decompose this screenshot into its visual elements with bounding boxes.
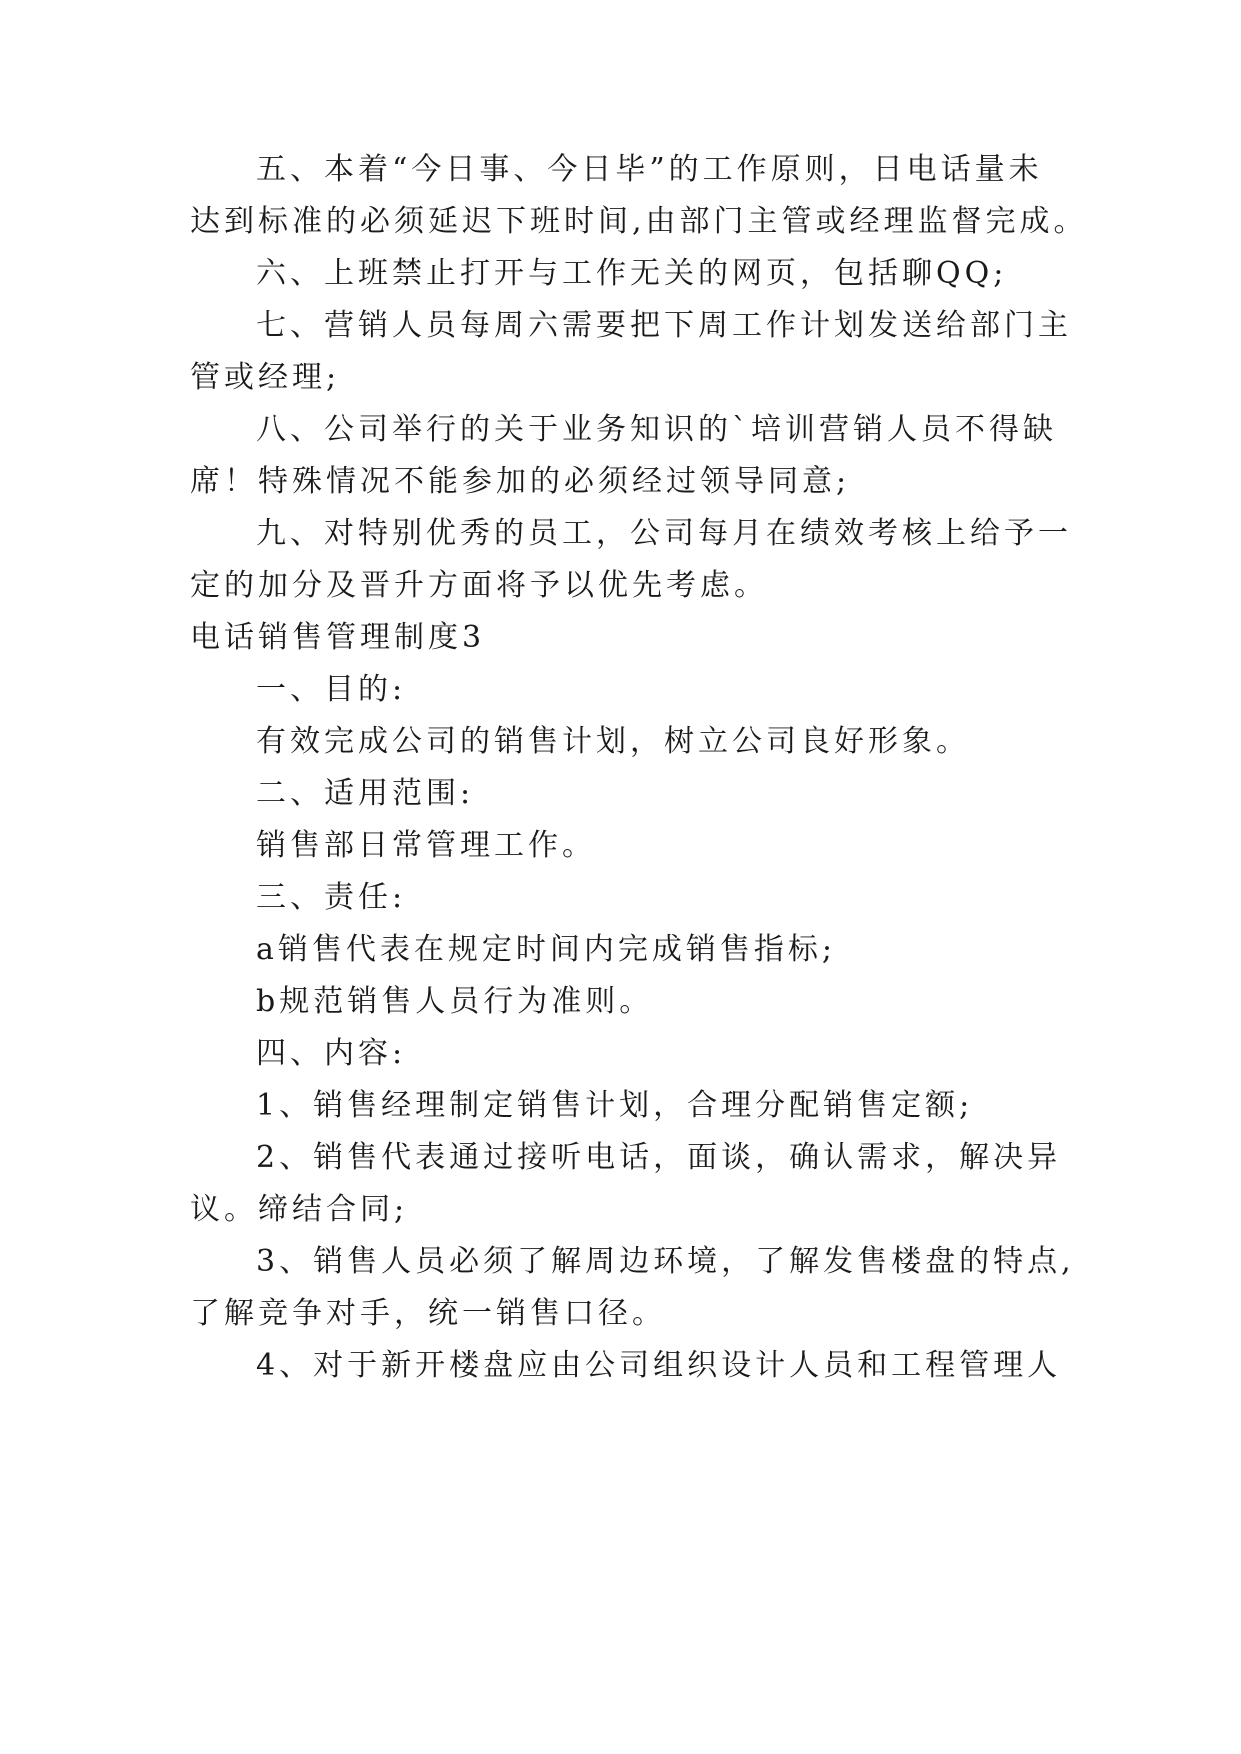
paragraph-line: a销售代表在规定时间内完成销售指标; bbox=[256, 932, 836, 967]
section-heading: 电话销售管理制度3 bbox=[190, 620, 486, 655]
paragraph-line: 销售部日常管理工作。 bbox=[256, 828, 596, 863]
paragraph-line: 席！特殊情况不能参加的必须经过领导同意; bbox=[190, 464, 851, 499]
paragraph-line: 八、公司举行的关于业务知识的`培训营销人员不得缺 bbox=[256, 412, 1057, 447]
paragraph-line: 有效完成公司的销售计划，树立公司良好形象。 bbox=[256, 724, 970, 759]
paragraph-line: b规范销售人员行为准则。 bbox=[256, 984, 654, 1019]
paragraph-line: 定的加分及晋升方面将予以优先考虑。 bbox=[190, 568, 768, 603]
paragraph-line: 四、内容: bbox=[256, 1036, 407, 1071]
paragraph-line: 七、营销人员每周六需要把下周工作计划发送给部门主 bbox=[256, 308, 1072, 343]
paragraph-line: 了解竞争对手，统一销售口径。 bbox=[190, 1296, 666, 1331]
paragraph-line: 4、对于新开楼盘应由公司组织设计人员和工程管理人 bbox=[256, 1348, 1062, 1383]
paragraph-line: 一、目的: bbox=[256, 672, 407, 707]
paragraph-line: 议。缔结合同; bbox=[190, 1192, 409, 1227]
paragraph-line: 九、对特别优秀的员工，公司每月在绩效考核上给予一 bbox=[256, 516, 1072, 551]
paragraph-line: 六、上班禁止打开与工作无关的网页，包括聊QQ; bbox=[256, 256, 1008, 291]
paragraph-line: 达到标准的必须延迟下班时间,由部门主管或经理监督完成。 bbox=[190, 204, 1088, 239]
paragraph-line: 三、责任: bbox=[256, 880, 407, 915]
paragraph-line: 1、销售经理制定销售计划，合理分配销售定额; bbox=[256, 1088, 974, 1123]
paragraph-line: 2、销售代表通过接听电话，面谈，确认需求，解决异 bbox=[256, 1140, 1062, 1175]
paragraph-line: 3、销售人员必须了解周边环境，了解发售楼盘的特点, bbox=[256, 1244, 1075, 1279]
paragraph-line: 管或经理; bbox=[190, 360, 341, 395]
paragraph-line: 五、本着“今日事、今日毕”的工作原则，日电话量未 bbox=[256, 152, 1043, 187]
paragraph-line: 二、适用范围: bbox=[256, 776, 475, 811]
